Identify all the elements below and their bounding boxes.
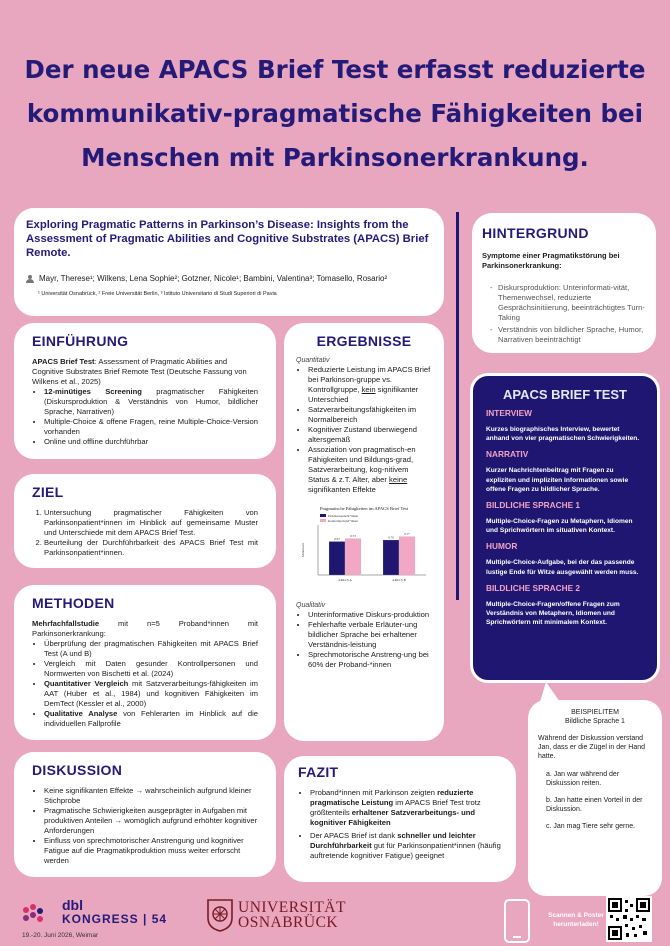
wheel-crest-icon [206, 898, 234, 932]
list-item [310, 788, 502, 828]
item-text: gut für Parkinsonpatient*innen (häufig auftretende kognitiver Fatigue) geeignet [310, 841, 501, 860]
x-tick-label: APACS A [338, 578, 352, 582]
bar [399, 537, 415, 576]
vertical-divider [456, 212, 459, 600]
apacs-brief-test-box [470, 373, 660, 683]
chart-title: Pragmatische Fähigkeiten im APACS Brief Test [319, 506, 409, 511]
beispielitem-title: BEISPIELITEM [571, 709, 619, 716]
diskussion-list [32, 786, 258, 866]
answer-option: c. Jan mag Tiere sehr gerne. [546, 823, 636, 830]
list-item: • Keine signifikanten Effekte → wahrscheinlich aufgrund kleiner Stichprobe [44, 786, 258, 806]
hintergrund-heading: HINTERGRUND [482, 225, 589, 241]
fazit-heading: FAZIT [298, 764, 339, 780]
hintergrund-list [482, 283, 646, 345]
section-title: BILDLICHE SPRACHE 2 [486, 582, 581, 593]
poster-headline [20, 48, 650, 180]
lead-bold: Mehrfachfallstudie [32, 619, 100, 628]
answer-option: b. Jan hatte einen Vorteil in der Diskussion. [546, 797, 643, 813]
item-bold: Qualitative Analyse [44, 709, 118, 718]
section-title: BILDLICHE SPRACHE 1 [486, 500, 581, 511]
list-item: • Sprechmotorische Anstreng-ung bei 60% der Proband-*innen [308, 650, 432, 670]
title-box [14, 208, 444, 316]
beispielitem-prompt: Während der Diskussion verstand Jan, dass er die Zügel in der Hand hatte. [538, 735, 646, 760]
list-item: 2. Beurteilung der Durchführbarkeit des APACS Brief Test mit Parkinsonpatient*innen. [44, 538, 258, 558]
legend-label: Parkinsonpatient*innen [328, 513, 359, 518]
lead-bold: APACS Brief Test [32, 357, 95, 366]
item-text: Assoziation von pragmatisch-en Fähigkeiten und Bildungs-grad, Satzverarbeitung, kog-nitivem Status & z.T. Alter, aber [308, 445, 416, 484]
list-item: • Vergleich mit Daten gesunder Kontrollpersonen und Normwerten von Bischetti et al. (2024) [44, 659, 258, 679]
headline-line-1: Der neue APACS Brief Test erfasst reduzierte [24, 55, 646, 84]
beispielitem-subtitle: Bildliche Sprache 1 [565, 718, 625, 725]
bar-value-label: 0.77 [404, 532, 410, 536]
uni-osnabrueck-logo [238, 900, 346, 930]
hintergrund-lead: Symptome einer Pragmatikstörung bei Parkinsonerkrankung: [482, 251, 620, 270]
list-item: 1. Untersuchung pragmatischer Fähigkeiten von Parkinsonpatient*innen im Hinblick auf gemeinsame Muster und Unterschiede mit dem APACS Brief Test. [44, 508, 258, 538]
methoden-lead [32, 619, 258, 639]
methoden-box [14, 585, 276, 740]
beispielitem-bubble [528, 700, 662, 896]
answer-option: a. Jan war während der Diskussion reiten. [546, 771, 620, 787]
einfuehrung-list [32, 387, 258, 447]
lead-rest: mit n=5 Proband*innen mit Parkinsonerkrankung: [32, 619, 258, 638]
list-item: • Multiple-Choice & offene Fragen, reine Multiple-Choice-Version vorhanden [44, 417, 258, 437]
footer [0, 888, 670, 946]
bar-value-label: 0.67 [334, 537, 340, 541]
item-rest: pragmatischer Fähigkeiten (Diskursproduktion & Verständnis von Humor, bildlicher Sprache, Narrativen) [44, 387, 259, 416]
list-item [44, 709, 258, 729]
item-bold: erhaltener Satzverarbeitungs- und kognitiver Fähigkeiten [310, 808, 476, 827]
ergebnisse-box [284, 323, 444, 741]
paper-title: Exploring Pragmatic Patterns in Parkinson’s Disease: Insights from the Assessment of Pragmatic Abilities and Cognitive Substrates (APACS) Brief Remote. [26, 219, 429, 259]
diskussion-heading: DISKUSSION [32, 762, 123, 778]
bar [329, 542, 345, 576]
item-text: signifikanter Unterschied [308, 385, 419, 404]
ergebnisse-heading: ERGEBNISSE [316, 333, 412, 349]
list-item: • Überprüfung der pragmatischen Fähigkeiten mit APACS Brief Test (A und B) [44, 639, 258, 659]
list-item: • Fehlerhafte verbale Erläuter-ung bildlicher Sprache bei erhaltener Verständnis-leistung [308, 620, 432, 650]
quantitativ-list [296, 365, 432, 495]
diskussion-box [14, 752, 276, 877]
legend-swatch [320, 514, 326, 517]
section-text: Kurzer Nachrichtenbeitrag mit Fragen zu expliziten und impliziten Informationen sowie offene Fragen zu bildlicher Sprache. [486, 467, 629, 493]
section-title: HUMOR [486, 541, 518, 552]
qualitativ-list [296, 610, 432, 670]
item-bold: reduzierte pragmatische Leistung [310, 788, 474, 807]
authors-line [26, 274, 432, 283]
list-item [44, 679, 258, 709]
bar [345, 539, 361, 576]
item-rest: mit Satzverarbeitungs-fähigkeiten im AAT (Huber et al., 1984) und kognitiven Fähigkeiten im DemTect (Kessler et al., 2000) [44, 679, 259, 708]
list-item: • Satzverarbeitungsfähigkeiten im Normalbereich [308, 405, 432, 425]
ziel-box [14, 474, 276, 568]
apacs-section-narrativ [486, 449, 644, 494]
item-underline: keine [389, 475, 408, 484]
apacs-section-bildliche-sprache-2 [486, 583, 644, 628]
dots-logo-icon [22, 902, 58, 926]
apacs-section-interview [486, 408, 644, 443]
item-bold: Quantitativer Vergleich [44, 679, 129, 688]
list-item [308, 365, 432, 405]
list-item: - Verständnis von bildlicher Sprache, Humor, Narrativen beeinträchtigt [490, 325, 646, 345]
section-text: Multiple-Choice-Fragen zu Metaphern, Idiomen und Sprichwörtern im situativen Kontext. [486, 518, 633, 535]
section-title: NARRATIV [486, 449, 529, 460]
item-text: Proband*innen mit Parkinson zeigten [310, 788, 438, 797]
item-bold: schneller und leichter Durchführbarkeit [310, 831, 476, 850]
list-item: • Kognitiver Zustand überwiegend altersgemäß [308, 425, 432, 445]
lead-rest: : Assessment of Pragmatic Abilities and Cognitive Substrates Brief Remote Test (Deutsche Fassung von Wilkens et al., 2025) [32, 357, 247, 386]
fazit-box [284, 756, 516, 882]
list-item: • Einfluss von sprechmotorischer Anstrengung und kognitiver Fatigue auf die Pragmatikproduktion muss weiter erforscht werden [44, 836, 258, 866]
item-text: im APACS Brief Test trotz größtenteils [310, 798, 481, 817]
y-axis-label: Mittelwert [301, 542, 305, 558]
dbl-text: dbl [62, 897, 83, 913]
bar [383, 540, 399, 575]
methoden-list [32, 639, 258, 729]
einfuehrung-heading: EINFÜHRUNG [32, 333, 129, 349]
methoden-heading: METHODEN [32, 595, 115, 611]
ziel-list [32, 508, 258, 558]
bar-value-label: 0.73 [350, 534, 356, 538]
legend-label: Kontrollproband*innen [328, 518, 358, 523]
beispielitem-header [538, 708, 652, 726]
list-item: • Unterinformative Diskurs-produktion [308, 610, 432, 620]
apacs-heading: APACS BRIEF TEST [503, 387, 627, 402]
affiliations: ¹ Universität Osnabrück, ² Freie Universität Berlin, ³ Istituto Universitario di Studi Superiori di Pavia [38, 291, 277, 297]
person-icon [26, 275, 34, 283]
einfuehrung-lead [32, 357, 258, 387]
uni-line-1: UNIVERSITÄT [238, 899, 346, 916]
apacs-section-humor [486, 541, 644, 576]
authors: Mayr, Therese¹; Wilkens, Lena Sophie²; Gotzner, Nicole¹; Bambini, Valentina³; Tomasello, Rosario² [39, 274, 388, 283]
ziel-heading: ZIEL [32, 484, 64, 500]
hintergrund-box [472, 213, 656, 353]
bar-value-label: 0.70 [388, 535, 394, 540]
item-rest: von Fehlerarten im Hinblick auf die individuellen Fallprofile [44, 709, 259, 728]
quantitativ-label: Quantitativ [296, 357, 330, 364]
section-title: INTERVIEW [486, 408, 532, 418]
item-text: Reduzierte Leistung im APACS Brief bei Parkinson-gruppe vs. Kontrollgruppe, [308, 365, 431, 394]
x-tick-label: APACS B [392, 578, 406, 582]
section-text: Kurzes biographisches Interview, bewertet anhand von vier pragmatischen Schwierigkeiten. [486, 426, 640, 443]
list-item: • Pragmatische Schwierigkeiten ausgeprägter in Aufgaben mit produktiven Anteilen → womöglich aufgrund erhöhter kognitiver Anforderungen [44, 806, 258, 836]
item-text: Der APACS Brief ist dank [310, 831, 398, 840]
headline-line-2: kommunikativ-pragmatische Fähigkeiten bei [26, 99, 644, 128]
scan-label: Scannen & Poster herunterladen! [548, 912, 604, 928]
qr-code-icon[interactable] [606, 896, 652, 942]
list-item: • Online und offline durchführbar [44, 437, 258, 447]
section-text: Multiple-Choice-Fragen/offene Fragen zum Verständnis von Metaphern, Idiomen und Sprichwörtern mit minimalem Kontext. [486, 600, 620, 627]
results-bar-chart [296, 503, 432, 589]
phone-icon [503, 898, 531, 944]
section-text: Multiple-Choice-Aufgabe, bei der das passende lustige Ende für Witze ausgewählt werden muss. [486, 559, 639, 576]
legend-swatch [320, 519, 326, 522]
list-item [308, 445, 432, 495]
headline-line-3: Menschen mit Parkinsonerkrankung. [81, 143, 589, 172]
apacs-section-bildliche-sprache-1 [486, 500, 644, 535]
list-item: - Diskursproduktion: Unterinformati-vität, Themenwechsel, reduzierte Gesprächsinitiierung, beeinträchtigtes Turn-Taking [490, 283, 646, 323]
item-bold: 12-minütiges Screening [44, 387, 142, 396]
kongress-date: 19.-20. Juni 2026, Weimar [22, 932, 99, 939]
uni-line-2: OSNABRÜCK [238, 914, 339, 931]
item-text: signifikanten Effekte [308, 485, 376, 494]
item-underline: kein [361, 385, 376, 394]
fazit-list [298, 788, 502, 861]
kongress-text: KONGRESS | 54 [62, 912, 168, 926]
einfuehrung-box [14, 323, 276, 459]
list-item [310, 831, 502, 861]
dbl-kongress-logo [22, 898, 167, 939]
qualitativ-label: Qualitativ [296, 602, 326, 609]
list-item [44, 387, 258, 417]
